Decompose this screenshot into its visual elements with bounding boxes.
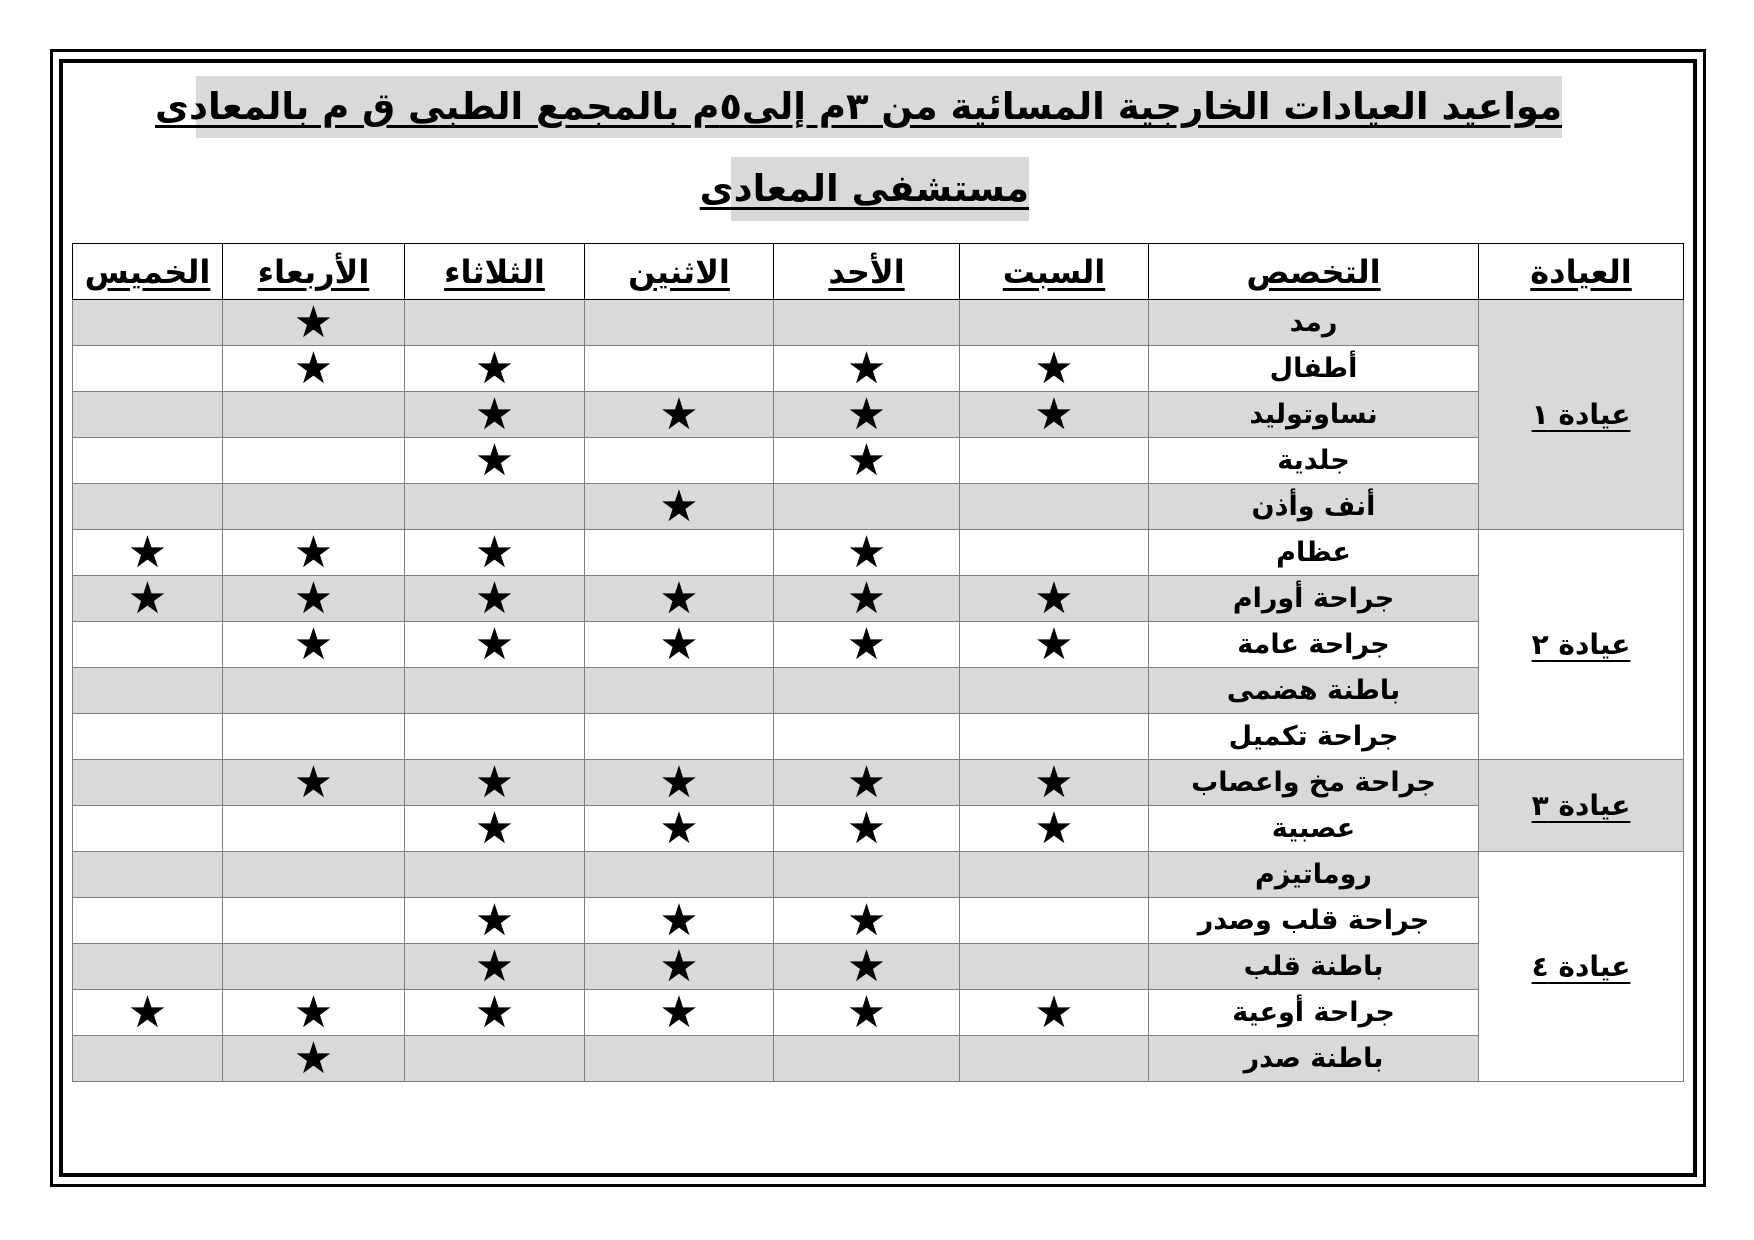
- specialty-cell: جراحة عامة: [1149, 622, 1479, 668]
- day-cell: [960, 618, 1149, 670]
- star-icon: ★: [127, 526, 168, 578]
- day-cell: [774, 802, 960, 854]
- day-cell: [73, 806, 223, 852]
- day-cell: [960, 756, 1149, 808]
- clinic-label: عيادة ٤: [1479, 852, 1684, 1082]
- header-tuesday: الثلاثاء: [405, 244, 585, 300]
- day-cell: [73, 760, 223, 806]
- day-cell: [774, 894, 960, 946]
- header-thursday: الخميس: [73, 244, 223, 300]
- star-icon: ★: [846, 802, 887, 854]
- day-cell: [223, 1032, 405, 1084]
- day-cell: [960, 388, 1149, 440]
- day-cell: [223, 714, 405, 760]
- day-cell: [223, 944, 405, 990]
- table-row: [73, 484, 1684, 530]
- table-row: [73, 346, 1684, 392]
- day-cell: [774, 484, 960, 530]
- star-icon: ★: [293, 756, 334, 808]
- specialty-cell: رمد: [1149, 300, 1479, 346]
- clinic-label: عيادة ٢: [1479, 530, 1684, 760]
- day-cell: [223, 392, 405, 438]
- table-row: [73, 990, 1684, 1036]
- specialty-cell: عصبية: [1149, 806, 1479, 852]
- page-subtitle: مستشفى المعادى: [731, 157, 1029, 221]
- day-cell: [774, 434, 960, 486]
- star-icon: ★: [846, 388, 887, 440]
- star-icon: ★: [846, 342, 887, 394]
- day-cell: [774, 618, 960, 670]
- star-icon: ★: [293, 526, 334, 578]
- specialty-cell: أنف وأذن: [1149, 484, 1479, 530]
- day-cell: [960, 300, 1149, 346]
- day-cell: [774, 714, 960, 760]
- specialty-cell: باطنة هضمى: [1149, 668, 1479, 714]
- day-cell: [774, 526, 960, 578]
- day-cell: [585, 756, 774, 808]
- star-icon: ★: [474, 802, 515, 854]
- table-row: [73, 438, 1684, 484]
- day-cell: [960, 342, 1149, 394]
- star-icon: ★: [846, 526, 887, 578]
- day-cell: [405, 756, 585, 808]
- day-cell: [73, 898, 223, 944]
- header-specialty: التخصص: [1149, 244, 1479, 300]
- day-cell: [585, 714, 774, 760]
- day-cell: [585, 618, 774, 670]
- table-row: [73, 944, 1684, 990]
- day-cell: [585, 530, 774, 576]
- specialty-cell: باطنة صدر: [1149, 1036, 1479, 1082]
- table-row: [73, 852, 1684, 898]
- specialty-cell: باطنة قلب: [1149, 944, 1479, 990]
- day-cell: [774, 300, 960, 346]
- day-cell: [585, 438, 774, 484]
- day-cell: [405, 668, 585, 714]
- star-icon: ★: [1034, 986, 1074, 1038]
- day-cell: [223, 342, 405, 394]
- day-cell: [774, 756, 960, 808]
- day-cell: [960, 852, 1149, 898]
- day-cell: [960, 668, 1149, 714]
- star-icon: ★: [1034, 756, 1074, 808]
- star-icon: ★: [474, 756, 515, 808]
- day-cell: [405, 852, 585, 898]
- day-cell: [73, 714, 223, 760]
- day-cell: [774, 940, 960, 992]
- day-cell: [405, 572, 585, 624]
- day-cell: [73, 572, 223, 624]
- day-cell: [73, 526, 223, 578]
- specialty-cell: جراحة أوعية: [1149, 990, 1479, 1036]
- day-cell: [585, 572, 774, 624]
- day-cell: [223, 526, 405, 578]
- day-cell: [73, 944, 223, 990]
- day-cell: [73, 438, 223, 484]
- clinic-label: عيادة ٣: [1479, 760, 1684, 852]
- table-row: [73, 300, 1684, 346]
- table-row: [73, 806, 1684, 852]
- star-icon: ★: [659, 572, 699, 624]
- day-cell: [223, 296, 405, 348]
- star-icon: ★: [846, 986, 887, 1038]
- header-monday: الاثنين: [585, 244, 774, 300]
- star-icon: ★: [1034, 618, 1074, 670]
- specialty-cell: جراحة تكميل: [1149, 714, 1479, 760]
- day-cell: [585, 852, 774, 898]
- day-cell: [223, 572, 405, 624]
- day-cell: [223, 852, 405, 898]
- star-icon: ★: [846, 618, 887, 670]
- specialty-cell: أطفال: [1149, 346, 1479, 392]
- star-icon: ★: [474, 618, 515, 670]
- table-row: [73, 668, 1684, 714]
- table-row: [73, 530, 1684, 576]
- table-row: [73, 392, 1684, 438]
- clinic-label: عيادة ١: [1479, 300, 1684, 530]
- day-cell: [585, 1036, 774, 1082]
- day-cell: [73, 622, 223, 668]
- star-icon: ★: [846, 434, 887, 486]
- day-cell: [585, 940, 774, 992]
- star-icon: ★: [846, 756, 887, 808]
- specialty-cell: جلدية: [1149, 438, 1479, 484]
- star-icon: ★: [846, 894, 887, 946]
- day-cell: [73, 1036, 223, 1082]
- day-cell: [585, 986, 774, 1038]
- schedule-table: [72, 243, 1684, 1082]
- star-icon: ★: [846, 572, 887, 624]
- star-icon: ★: [659, 894, 699, 946]
- table-row: [73, 714, 1684, 760]
- day-cell: [405, 434, 585, 486]
- table-row: [73, 576, 1684, 622]
- star-icon: ★: [659, 940, 699, 992]
- specialty-cell: جراحة قلب وصدر: [1149, 898, 1479, 944]
- day-cell: [774, 1036, 960, 1082]
- header-sunday: الأحد: [774, 244, 960, 300]
- day-cell: [960, 714, 1149, 760]
- day-cell: [405, 342, 585, 394]
- day-cell: [774, 572, 960, 624]
- table-row: [73, 1036, 1684, 1082]
- star-icon: ★: [1034, 388, 1074, 440]
- day-cell: [960, 1036, 1149, 1082]
- day-cell: [960, 572, 1149, 624]
- star-icon: ★: [1034, 342, 1074, 394]
- star-icon: ★: [474, 986, 515, 1038]
- day-cell: [774, 388, 960, 440]
- day-cell: [585, 346, 774, 392]
- star-icon: ★: [293, 986, 334, 1038]
- star-icon: ★: [474, 434, 515, 486]
- day-cell: [223, 618, 405, 670]
- day-cell: [774, 986, 960, 1038]
- header-saturday: السبت: [960, 244, 1149, 300]
- table-row: [73, 622, 1684, 668]
- day-cell: [960, 898, 1149, 944]
- day-cell: [585, 388, 774, 440]
- day-cell: [73, 852, 223, 898]
- header-clinic: العيادة: [1479, 244, 1684, 300]
- day-cell: [585, 802, 774, 854]
- day-cell: [774, 852, 960, 898]
- day-cell: [73, 346, 223, 392]
- day-cell: [405, 986, 585, 1038]
- day-cell: [405, 802, 585, 854]
- day-cell: [405, 300, 585, 346]
- table-row: [73, 760, 1684, 806]
- star-icon: ★: [1034, 572, 1074, 624]
- star-icon: ★: [659, 388, 699, 440]
- day-cell: [73, 300, 223, 346]
- star-icon: ★: [474, 526, 515, 578]
- star-icon: ★: [474, 342, 515, 394]
- day-cell: [960, 986, 1149, 1038]
- specialty-cell: جراحة مخ واعصاب: [1149, 760, 1479, 806]
- page-title: مواعيد العيادات الخارجية المسائية من ٣م إلى٥م بالمجمع الطبى ق م بالمعادى: [196, 76, 1562, 138]
- day-cell: [960, 944, 1149, 990]
- specialty-cell: روماتيزم: [1149, 852, 1479, 898]
- day-cell: [405, 1036, 585, 1082]
- day-cell: [405, 484, 585, 530]
- star-icon: ★: [293, 572, 334, 624]
- day-cell: [73, 668, 223, 714]
- day-cell: [585, 668, 774, 714]
- day-cell: [223, 756, 405, 808]
- table-row: [73, 898, 1684, 944]
- star-icon: ★: [127, 572, 168, 624]
- star-icon: ★: [846, 940, 887, 992]
- day-cell: [960, 438, 1149, 484]
- specialty-cell: عظام: [1149, 530, 1479, 576]
- day-cell: [223, 806, 405, 852]
- day-cell: [405, 388, 585, 440]
- header-wednesday: الأربعاء: [223, 244, 405, 300]
- star-icon: ★: [293, 342, 334, 394]
- star-icon: ★: [293, 296, 334, 348]
- star-icon: ★: [659, 480, 699, 532]
- day-cell: [405, 940, 585, 992]
- day-cell: [223, 438, 405, 484]
- day-cell: [223, 898, 405, 944]
- star-icon: ★: [474, 894, 515, 946]
- day-cell: [73, 986, 223, 1038]
- star-icon: ★: [474, 388, 515, 440]
- star-icon: ★: [293, 1032, 334, 1084]
- day-cell: [774, 342, 960, 394]
- day-cell: [223, 668, 405, 714]
- day-cell: [960, 530, 1149, 576]
- day-cell: [960, 802, 1149, 854]
- star-icon: ★: [293, 618, 334, 670]
- day-cell: [223, 484, 405, 530]
- header-row: [73, 244, 1684, 300]
- day-cell: [585, 300, 774, 346]
- star-icon: ★: [1034, 802, 1074, 854]
- day-cell: [960, 484, 1149, 530]
- specialty-cell: جراحة أورام: [1149, 576, 1479, 622]
- star-icon: ★: [659, 802, 699, 854]
- star-icon: ★: [127, 986, 168, 1038]
- day-cell: [585, 894, 774, 946]
- star-icon: ★: [659, 986, 699, 1038]
- specialty-cell: نساوتوليد: [1149, 392, 1479, 438]
- day-cell: [223, 986, 405, 1038]
- day-cell: [405, 618, 585, 670]
- star-icon: ★: [474, 572, 515, 624]
- day-cell: [774, 668, 960, 714]
- star-icon: ★: [659, 618, 699, 670]
- day-cell: [73, 392, 223, 438]
- day-cell: [405, 714, 585, 760]
- day-cell: [585, 480, 774, 532]
- schedule-body: [73, 296, 1684, 1084]
- day-cell: [73, 484, 223, 530]
- star-icon: ★: [474, 940, 515, 992]
- day-cell: [405, 526, 585, 578]
- day-cell: [405, 894, 585, 946]
- star-icon: ★: [659, 756, 699, 808]
